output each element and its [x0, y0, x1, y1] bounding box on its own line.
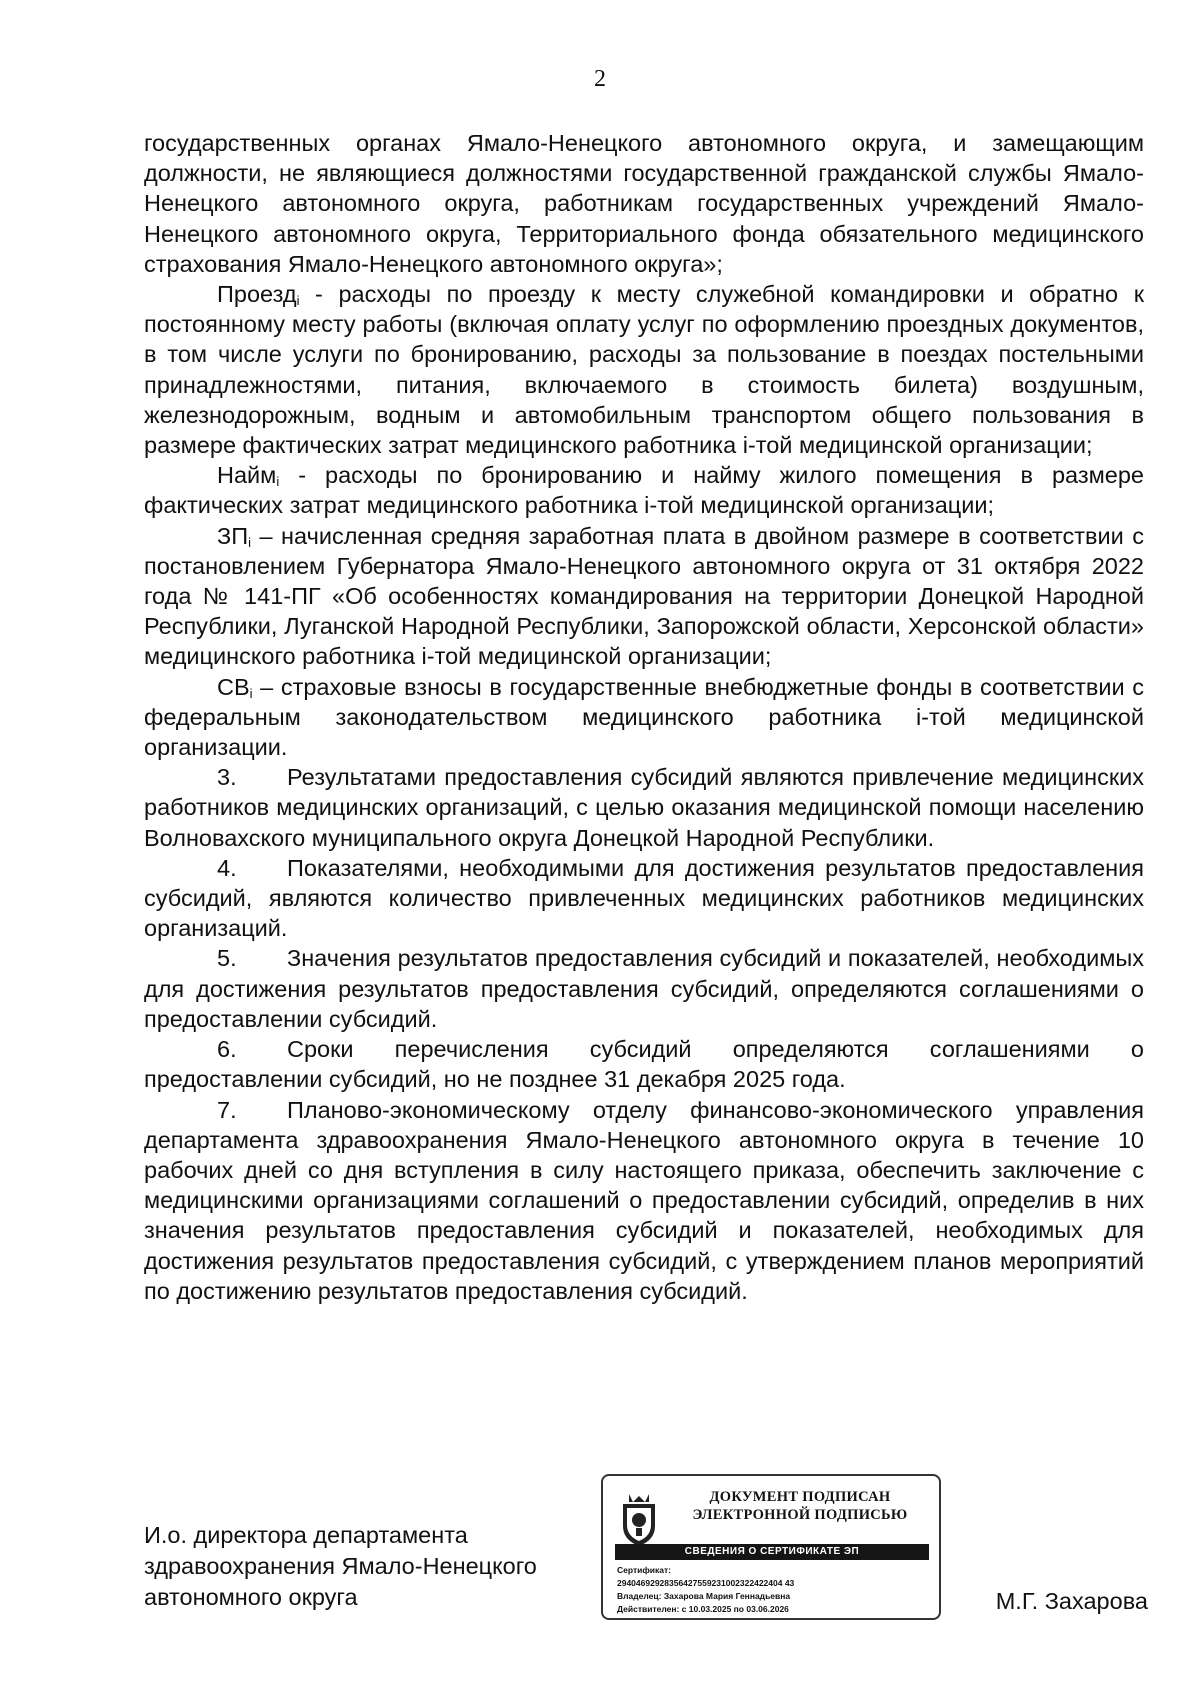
page-number: 2 [594, 66, 606, 92]
paragraph-text: Проезд [217, 281, 297, 308]
signer-title-line: И.о. директора департамента [144, 1522, 468, 1548]
paragraph-text: Показателями, необходимыми для достижения результатов предоставления субсидий, являются количество привлеченных медицинских работников медицинских организаций. [144, 854, 1144, 942]
paragraph [144, 853, 1144, 944]
stamp-title-line: ЭЛЕКТРОННОЙ ПОДПИСЬЮ [692, 1507, 908, 1523]
paragraph [144, 672, 1144, 763]
coat-of-arms-icon [615, 1490, 663, 1548]
certificate-owner: Владелец: Захарова Мария Геннадьевна [617, 1591, 791, 1601]
certificate-validity: Действителен: с 10.03.2025 по 03.06.2026 [617, 1604, 789, 1614]
paragraph [144, 1095, 1144, 1306]
paragraph-text: СВ [217, 673, 250, 700]
paragraph-number: 7. [217, 1096, 237, 1123]
signer-title [144, 1520, 604, 1613]
signer-name: М.Г. Захарова [995, 1588, 1148, 1614]
paragraph [144, 460, 1144, 520]
paragraph-number: 5. [217, 945, 237, 972]
paragraph-number: 6. [217, 1036, 237, 1063]
signer-title-line: здравоохранения Ямало-Ненецкого [144, 1553, 537, 1579]
paragraph [144, 279, 1144, 460]
paragraph [144, 521, 1144, 672]
certificate-number: 29404692928356427559231002322422404 43 [617, 1578, 795, 1588]
subscript: i [296, 293, 300, 309]
paragraph-number: 4. [217, 854, 237, 881]
subscript: i [276, 474, 280, 490]
paragraph [144, 128, 1144, 279]
paragraph-text: Найм [217, 462, 277, 489]
paragraph [144, 1034, 1144, 1094]
paragraph-text: Сроки перечисления субсидий определяются соглашениями о предоставлении субсидий, но не позднее 31 декабря 2025 года. [144, 1036, 1144, 1093]
subscript: i [248, 534, 251, 550]
paragraph [144, 762, 1144, 853]
document-body [144, 128, 1144, 1306]
paragraph-text: - расходы по проезду к месту служебной командировки и обратно к постоянному месту работы (включая оплату услуг по оформлению проездных документов, в том числе услуги по бронированию, расходы за пользование в поездах постельными принадлежностями, питания, включаемого в стоимость билета) воздушным, железнодорожным, водным и автомобильным транспортом общего пользования в размере фактических затрат медицинского работника i-той медицинской организации; [144, 281, 1144, 459]
paragraph-text: ЗП [217, 522, 249, 549]
paragraph-text: Значения результатов предоставления субсидий и показателей, необходимых для достижения результатов предоставления субсидий, определяются соглашениями о предоставлении субсидий. [144, 945, 1144, 1032]
paragraph-text: Результатами предоставления субсидий являются привлечение медицинских работников медицинских организаций, с целью оказания медицинской помощи населению Волновахского муниципального округа Донецкой Народной Республики. [144, 764, 1144, 851]
paragraph-text: Планово-экономическому отделу финансово-экономического управления департамента здравоохранения Ямало-Ненецкого автономного округа в течение 10 рабочих дней со дня вступления в силу настоящего приказа, обеспечить заключение с медицинскими организациями соглашений о предоставлении субсидий, определив в них значения результатов предоставления субсидий и показателей, необходимых для достижения результатов предоставления субсидий, с утверждением планов мероприятий по достижению результатов предоставления субсидий. [144, 1096, 1144, 1304]
paragraph-text: – начисленная средняя заработная плата в двойном размере в соответствии с постановлением Губернатора Ямало-Ненецкого автономного округа от 31 октября 2022 года № 141-ПГ «Об особенностях командирования на территории Донецкой Народной Республики, Луганской Народной Республики, Запорожской области, Херсонской области» медицинского работника i-той медицинской организации; [144, 522, 1144, 670]
paragraph-text: – страховые взносы в государственные внебюджетные фонды в соответствии с федеральным законодательством медицинского работника i-той медицинской организации. [144, 673, 1144, 761]
stamp-title-line: ДОКУМЕНТ ПОДПИСАН [709, 1489, 891, 1505]
paragraph-text: государственных органах Ямало-Ненецкого автономного округа, и замещающим должности, не являющиеся должностями государственной гражданской службы Ямало-Ненецкого автономного округа, работникам государственных учреждений Ямало-Ненецкого автономного округа, Территориального фонда обязательного медицинского страхования Ямало-Ненецкого автономного округа»; [144, 130, 1144, 277]
certificate-header: СВЕДЕНИЯ О СЕРТИФИКАТЕ ЭП [615, 1544, 929, 1560]
paragraph-number: 3. [217, 764, 237, 791]
electronic-signature-stamp [601, 1474, 941, 1620]
signer-title-line: автономного округа [144, 1584, 358, 1610]
subscript: i [249, 685, 253, 701]
certificate-label: Сертификат: [617, 1565, 671, 1575]
stamp-title [669, 1488, 931, 1524]
paragraph [144, 943, 1144, 1034]
paragraph-text: - расходы по бронированию и найму жилого помещения в размере фактических затрат медицинского работника i-той медицинской организации; [144, 462, 1144, 519]
certificate-details [617, 1564, 931, 1616]
